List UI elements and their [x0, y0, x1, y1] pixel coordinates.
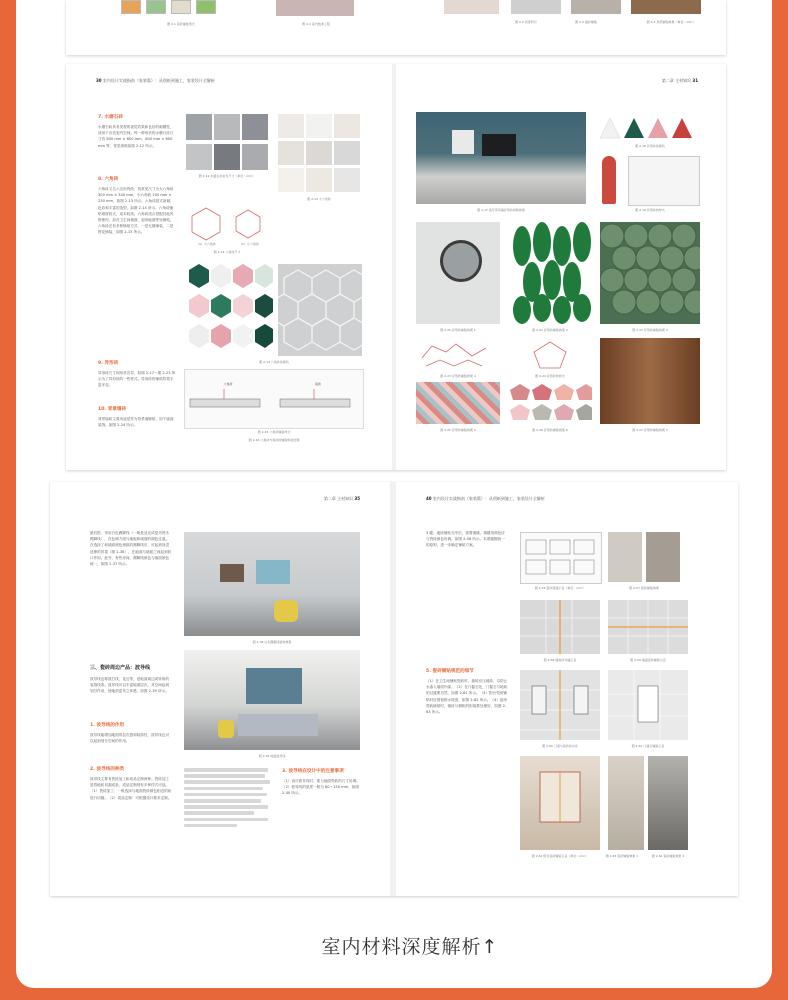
top-left-page — [66, 0, 392, 55]
top-photo-1 — [276, 0, 354, 16]
figure-caption: 图 2-4 局部铺贴效果（单位：mm） — [646, 20, 696, 24]
book-spread-1 — [66, 64, 726, 470]
figure-caption: 图 2-62 阳台瓷砖铺贴示意（单位：mm） — [531, 854, 589, 858]
figure-caption: 图 2-1 室内装饰工程 — [302, 22, 330, 26]
product-panel — [16, 0, 772, 988]
page-40 — [396, 482, 738, 896]
figure-caption: 图 2-1 瓷砖铺贴形式 — [167, 22, 195, 26]
figure-caption: 图 2-12 水磨石砖常见尺寸（单位：mm） — [198, 174, 256, 178]
diagram-label: 六角砖 — [223, 382, 233, 386]
figure-caption: 图 2-59 墙面瓷砖铺贴示意 — [630, 658, 666, 662]
section-title: 10. 背景墙砖 — [98, 407, 127, 412]
major-section-title: 三、瓷砖周边产品：波导线 — [90, 665, 151, 671]
tile-finish-photo — [608, 532, 642, 582]
pentagon-diagram — [508, 338, 592, 372]
tile-photo-2 — [648, 756, 688, 850]
triangle-color-swatches — [600, 116, 700, 142]
window-tile-diagram — [520, 670, 600, 740]
fish-scale-tiles-photo — [600, 222, 700, 324]
hexagon-color-swatches — [184, 262, 274, 358]
figure-caption: 图 2-56 瓷砖留缝示意（单位：mm） — [534, 586, 586, 590]
running-header: 室内设计实战指南（家装篇）：从图纸到施工，家装设计全解析 — [102, 78, 215, 83]
page-number: 40 — [426, 496, 432, 501]
section-body — [184, 768, 272, 868]
section-title: 3. 波导线在设计中的注意事项 — [282, 769, 344, 774]
subfigure-caption: （b）小六角砖 — [239, 242, 259, 246]
book-spread-2 — [50, 482, 738, 896]
running-header: 第二章 主材知识 — [323, 496, 354, 501]
top-spread — [66, 0, 726, 55]
figure-caption: 图 2-63 瓷砖铺贴效果 1 — [605, 854, 639, 858]
section-title: 5. 瓷砖铺贴规范的细节 — [426, 669, 474, 674]
figure-caption: 图 2-21 异形砖铺贴效果 2 — [532, 328, 568, 332]
herringbone-tile-photo — [416, 382, 500, 424]
intro-text: 最后搭，采用白色踢脚线（一般是亚光或是仿瓷木踢脚线），在色调方面与地板和墙面的颜色过渡。在选择了和墙面颜色相似的踢脚线后，可起到视觉延伸的效果（图 2-38），在地面与墙面之间起到收口作用。此外，有些房间，踢脚线颜色与墙面颜色统一，如图 2-37 所示。 — [90, 531, 172, 567]
section-body: 水磨石砖具有美观的视觉效果和良好的耐磨性，适用于各类室内空间。每一种形状的水磨石砖尺寸有 600 mm × 600 mm、800 mm × 800 mm 等，常见规格如图 2-12 所示。 — [98, 125, 174, 148]
subfigure-caption: （a）大六角砖 — [196, 242, 216, 246]
figure-caption: 图 2-15 六角砖铺贴样式 — [257, 430, 291, 434]
pentagon-color-tiles — [508, 382, 592, 424]
figure-caption: 图 2-17 客厅背景墙异形砖拼贴效果 — [477, 208, 525, 212]
figure-caption: 图 2-24 异形砖的样式 — [535, 374, 565, 378]
tile-gap-drawing — [520, 532, 600, 582]
page-30 — [66, 64, 392, 470]
figure-caption: 图 2-23 异形砖铺贴效果 4 — [440, 374, 476, 378]
section-body: 波导线能增加地面的层次感和装饰性，波导线也可以起到划分空间的作用。 — [90, 733, 170, 744]
figure-caption: 图 2-39 地面波导线 — [258, 754, 286, 758]
tile-connection-drawing — [184, 369, 362, 427]
figure-caption: 图 2-57 瓷砖铺贴效果 — [629, 586, 659, 590]
section-body: 异形砖尺寸和形状各异，如图 2-17～图 2-23 所示为了异形砖的一些样式。异形砖的铺贴效果丰富多变。 — [98, 371, 176, 388]
footer-caption: 室内材料深度解析↑ — [321, 936, 499, 958]
section-title: 7. 水磨石砖 — [98, 115, 123, 120]
figure-caption: 图 2-60 门窗与瓷砖的关系 — [542, 744, 578, 748]
figure-caption: 图 2-38 白色踢脚线装饰效果 — [252, 640, 292, 644]
figure-caption: 图 2-61 门槛石铺贴示意 — [631, 744, 665, 748]
page-number: 31 — [692, 78, 698, 83]
section-title: 2. 波导线的种类 — [90, 767, 125, 772]
figure-caption: 图 2-16 六角砖与瓷砖的铺贴衔接处理 — [248, 438, 300, 442]
threshold-diagram — [608, 670, 688, 740]
page-35 — [50, 482, 390, 896]
figure-caption: 图 2-25 异形砖铺贴效果 5 — [440, 428, 476, 432]
section-title: 1. 波导线的作用 — [90, 723, 125, 728]
section-body: 六角砖又名六边形瓷砖，其常见尺寸为大六角砖 300 mm × 340 mm，小六角砖 200 mm × 230 mm，如图 2-13 所示。六角砖款式新颖，色彩和丰富的造型，如图 2-14 所示。六角砖铺贴难度较大，成本较高。六角砖适合搭配其他风格使用，如在卫生间墙面、厨房地面等处铺贴。六角砖还有多种铺贴方式，一是无缝铺装，二是拼花铺装，如图 2-15 所示。 — [98, 187, 174, 235]
section-body: 3 缝。地砖铺贴完毕后，需要填缝，填缝剂颜色应与瓷砖颜色协调，如图 2-56 所示。本着缝隙统一的原则，进一步确定铺贴方案。 — [426, 531, 505, 548]
figure-caption: 图 2-14 六角砖的颜色 — [259, 360, 289, 364]
figure-caption: 图 2-22 异形砖铺贴效果 3 — [632, 328, 668, 332]
section-title: 9. 异形砖 — [98, 361, 119, 366]
section-body: 波导线也称波打线、花边等，是地面周边或转角的装饰线条。波导线可以丰富地面层次，对空间起到划分作用，使地面更具立体感，如图 2-39 所示。 — [90, 677, 170, 694]
page-number: 35 — [354, 496, 360, 501]
section-body: 波导线主要有瓷砖加工和成品定制两种。瓷砖加工是将地砖切割成条，成品定制则有多种样式可选。（1）瓷砖加工：一般选择与地面瓷砖颜色相近的砖进行切割。（2）成品定制：可根据设计要求定制。 — [90, 777, 172, 800]
top-right-page — [396, 0, 726, 55]
tile-photo-1 — [608, 756, 644, 850]
section-body: （1）设计波导线时，要与地面瓷砖的尺寸协调。（2）波导线的宽度一般为 80～150 mm，如图 2-40 所示。 — [282, 779, 360, 796]
running-header: 室内设计实战指南（家装篇）：从图纸到施工，家装设计全解析 — [432, 496, 545, 501]
dining-room-photo — [184, 532, 360, 636]
figure-caption: 图 2-18 异形砖的颜色 — [635, 144, 665, 148]
section-title: 8. 六角砖 — [98, 177, 119, 182]
living-room-tile-wall-photo — [416, 112, 586, 204]
diagram-label: 瓷砖 — [314, 382, 321, 386]
wall-floor-alignment-diagram — [520, 600, 600, 654]
page-number: 30 — [96, 78, 102, 83]
figure-caption: 图 2-19 异形砖的样式 — [635, 208, 665, 212]
section-body: （1）在卫生间铺贴瓷砖时，墙砖应压地砖，以防止水渗入墙面内部。（2）在门槛石处，门槛石与地砖的过渡要自然，如图 2-61 所示。（3）阳台瓷砖铺贴时应预留排水坡度，如图 2-62 所示。（4）厨房瓷砖铺贴时，墙砖与橱柜的衔接要处理好，如图 2-63 所示。 — [426, 679, 508, 715]
wood-wall-photo — [600, 338, 700, 424]
page-31 — [396, 64, 726, 470]
figure-caption: 图 2-3 墙砖铺贴 — [575, 20, 597, 24]
figure-caption: 图 2-2 局部特写 — [515, 20, 537, 24]
green-scale-tiles-photo — [508, 222, 592, 324]
figure-caption: 图 2-14 六角砖尺寸 — [213, 250, 241, 254]
figure-caption: 图 2-58 墙地砖对缝示意 — [543, 658, 577, 662]
balcony-drawing — [520, 756, 600, 850]
figure-caption: 图 2-20 异形砖铺贴效果 1 — [440, 328, 476, 332]
wall-tile-diagram — [608, 600, 688, 654]
figure-caption: 图 2-27 异形砖铺贴效果 7 — [632, 428, 668, 432]
hexagon-pattern — [278, 264, 362, 356]
figure-caption: 图 2-13 大六角砖 — [307, 197, 331, 201]
figure-caption: 图 2-64 瓷砖铺贴效果 2 — [651, 854, 685, 858]
figure-caption: 图 2-26 异形砖铺贴效果 6 — [532, 428, 568, 432]
shaped-tile-diagram — [416, 338, 500, 372]
section-body: 背景墙砖主要用途是作为背景墙铺贴，用于墙面装饰。如图 2-24 所示。 — [98, 417, 174, 428]
running-header: 第二章 主材知识 — [661, 78, 692, 83]
